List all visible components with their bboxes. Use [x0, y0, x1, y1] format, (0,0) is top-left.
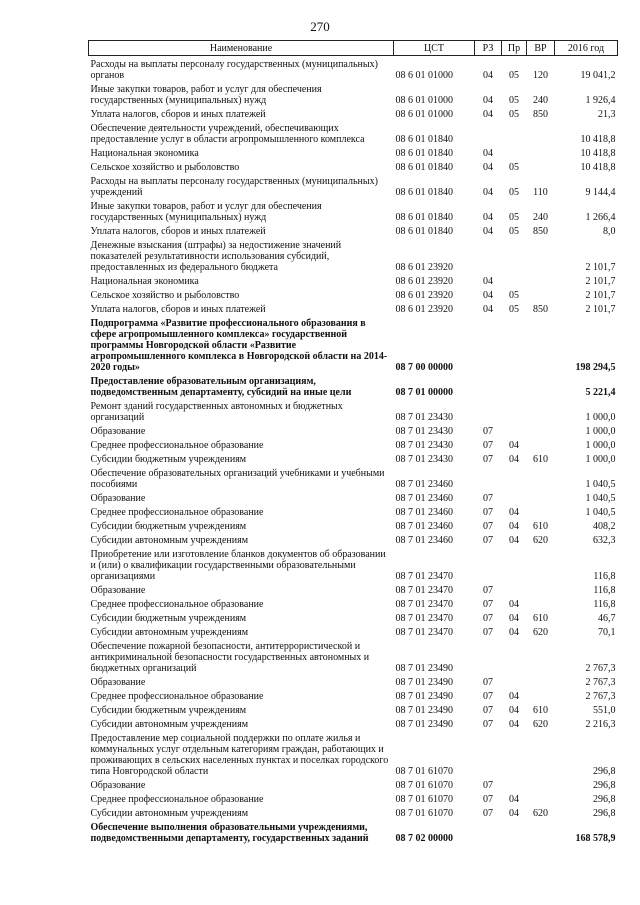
row-sum: 10 418,8	[580, 162, 616, 173]
row-vr: 610	[533, 613, 548, 624]
row-vr	[527, 492, 555, 506]
row-cst: 08 6 01 23920	[395, 304, 453, 315]
row-name: Подпрограмма «Развитие профессионального образования в сфере агропромышленного комплекса» государственной программы Новгородской области «Развитие агропромышленного комплекса в Новгородской области на 2014-2020 годы»	[90, 318, 388, 373]
row-name: Среднее профессиональное образование	[90, 440, 264, 451]
row-rz: 04	[483, 70, 493, 81]
row-sum: 2 101,7	[585, 304, 616, 315]
row-sum: 2 767,3	[585, 691, 616, 702]
row-vr	[527, 289, 555, 303]
row-sum: 2 767,3	[585, 677, 616, 688]
row-vr: 850	[533, 109, 548, 120]
row-pr: 05	[509, 162, 519, 173]
row-vr	[527, 375, 555, 400]
table-row	[89, 275, 618, 289]
row-sum: 1 266,4	[585, 212, 616, 223]
row-pr: 05	[509, 187, 519, 198]
row-vr	[527, 548, 555, 584]
row-cst: 08 7 01 61070	[395, 766, 453, 777]
row-vr: 610	[533, 454, 548, 465]
row-name: Обеспечение выполнения образовательными учреждениями, подведомственными департаменту, государственных заданий	[90, 822, 369, 844]
row-name: Предоставление образовательным организациям, подведомственным департаменту, субсидий на иные цели	[90, 376, 352, 398]
row-name: Образование	[90, 426, 146, 437]
row-cst: 08 7 01 61070	[395, 780, 453, 791]
table-row	[89, 821, 618, 846]
row-rz: 07	[483, 599, 493, 610]
row-pr: 05	[509, 70, 519, 81]
row-pr	[502, 732, 527, 779]
table-row	[89, 598, 618, 612]
row-name: Денежные взыскания (штрафы) за недостижение значений показателей результативности использования субсидий, предоставленных из федерального бюджета	[90, 240, 342, 273]
row-cst: 08 6 01 01840	[395, 187, 453, 198]
row-sum: 70,1	[598, 627, 616, 638]
table-row	[89, 612, 618, 626]
row-name: Среднее профессиональное образование	[90, 507, 264, 518]
row-sum: 1 040,5	[585, 507, 616, 518]
row-name: Уплата налогов, сборов и иных платежей	[90, 109, 266, 120]
row-rz: 07	[483, 521, 493, 532]
table-row	[89, 534, 618, 548]
row-cst: 08 6 01 01000	[395, 109, 453, 120]
row-cst: 08 7 01 23430	[395, 454, 453, 465]
row-sum: 8,0	[603, 226, 616, 237]
header-rz: РЗ	[475, 41, 502, 56]
row-name: Иные закупки товаров, работ и услуг для обеспечения государственных (муниципальных) нужд	[90, 84, 322, 106]
row-rz: 07	[483, 808, 493, 819]
table-row	[89, 690, 618, 704]
row-cst: 08 6 01 01840	[395, 226, 453, 237]
row-sum: 1 000,0	[585, 440, 616, 451]
row-sum: 9 144,4	[585, 187, 616, 198]
row-vr	[527, 317, 555, 375]
table-header-row	[89, 41, 618, 56]
table-row	[89, 289, 618, 303]
row-rz: 07	[483, 627, 493, 638]
row-cst: 08 7 01 23490	[395, 663, 453, 674]
row-sum: 2 101,7	[585, 276, 616, 287]
row-name: Образование	[90, 677, 146, 688]
row-vr: 120	[533, 70, 548, 81]
table-row	[89, 400, 618, 425]
table-row	[89, 425, 618, 439]
row-vr	[527, 147, 555, 161]
row-rz: 04	[483, 290, 493, 301]
table-row	[89, 317, 618, 375]
row-vr	[527, 122, 555, 147]
row-vr: 620	[533, 627, 548, 638]
row-cst: 08 7 01 23490	[395, 719, 453, 730]
row-rz: 04	[483, 212, 493, 223]
row-cst: 08 7 01 23490	[395, 677, 453, 688]
header-cst: ЦСТ	[394, 41, 475, 56]
row-pr: 04	[509, 794, 519, 805]
row-pr	[502, 275, 527, 289]
table-row	[89, 225, 618, 239]
row-rz: 04	[483, 109, 493, 120]
row-cst: 08 6 01 01840	[395, 148, 453, 159]
row-rz: 04	[483, 95, 493, 106]
row-cst: 08 7 01 23470	[395, 585, 453, 596]
row-pr: 04	[509, 535, 519, 546]
row-name: Расходы на выплаты персоналу государственных (муниципальных) органов	[90, 59, 378, 81]
row-vr: 110	[533, 187, 548, 198]
row-pr	[502, 400, 527, 425]
row-rz: 07	[483, 780, 493, 791]
row-cst: 08 6 01 01000	[395, 70, 453, 81]
row-cst: 08 7 01 23460	[395, 479, 453, 490]
row-pr: 04	[509, 719, 519, 730]
table-row	[89, 548, 618, 584]
table-row	[89, 718, 618, 732]
row-name: Сельское хозяйство и рыболовство	[90, 162, 240, 173]
row-rz: 07	[483, 493, 493, 504]
row-sum: 2 216,3	[585, 719, 616, 730]
row-name: Ремонт зданий государственных автономных и бюджетных организаций	[90, 401, 343, 423]
row-vr	[527, 676, 555, 690]
row-name: Обеспечение деятельности учреждений, обеспечивающих предоставление услуг в области агропромышленного комплекса	[90, 123, 365, 145]
row-rz: 04	[483, 226, 493, 237]
row-rz: 04	[483, 187, 493, 198]
row-sum: 408,2	[593, 521, 616, 532]
row-vr	[527, 821, 555, 846]
table-row	[89, 108, 618, 122]
row-pr: 05	[509, 95, 519, 106]
row-pr: 04	[509, 440, 519, 451]
row-vr	[527, 584, 555, 598]
row-pr: 04	[509, 691, 519, 702]
header-name: Наименование	[89, 41, 394, 56]
row-vr	[527, 793, 555, 807]
table-row	[89, 506, 618, 520]
table-row	[89, 175, 618, 200]
row-sum: 2 101,7	[585, 262, 616, 273]
row-name: Субсидии автономным учреждениям	[90, 535, 249, 546]
row-name: Субсидии бюджетным учреждениям	[90, 521, 247, 532]
row-vr	[527, 439, 555, 453]
row-pr: 04	[509, 808, 519, 819]
table-row	[89, 793, 618, 807]
row-sum: 198 294,5	[575, 362, 616, 373]
table-row	[89, 520, 618, 534]
row-vr	[527, 690, 555, 704]
row-cst: 08 7 01 00000	[395, 387, 453, 398]
row-rz: 04	[483, 276, 493, 287]
row-pr	[502, 821, 527, 846]
table-row	[89, 807, 618, 821]
row-name: Субсидии бюджетным учреждениям	[90, 454, 247, 465]
table-row	[89, 584, 618, 598]
row-cst: 08 6 01 23920	[395, 276, 453, 287]
row-cst: 08 7 01 23430	[395, 412, 453, 423]
page-number: 270	[310, 19, 330, 34]
row-vr	[527, 275, 555, 289]
row-cst: 08 7 01 23490	[395, 705, 453, 716]
row-rz: 04	[483, 304, 493, 315]
row-rz	[475, 467, 502, 492]
row-cst: 08 7 01 23470	[395, 571, 453, 582]
row-sum: 168 578,9	[575, 833, 616, 844]
row-pr	[502, 122, 527, 147]
row-name: Образование	[90, 493, 146, 504]
row-vr	[527, 640, 555, 676]
row-name: Субсидии автономным учреждениям	[90, 808, 249, 819]
row-pr: 04	[509, 613, 519, 624]
row-rz: 07	[483, 426, 493, 437]
row-vr: 620	[533, 535, 548, 546]
row-pr	[502, 467, 527, 492]
row-rz: 07	[483, 585, 493, 596]
row-cst: 08 7 00 00000	[395, 362, 453, 373]
row-name: Предоставление мер социальной поддержки по оплате жилья и коммунальных услуг отдельным категориям граждан, работающих и проживающих в сельских населенных пунктах и поселках городского типа Новгородской области	[90, 733, 389, 777]
row-vr	[527, 779, 555, 793]
row-name: Обеспечение образовательных организаций учебниками и учебными пособиями	[90, 468, 385, 490]
row-pr	[502, 425, 527, 439]
row-pr: 05	[509, 109, 519, 120]
table-row	[89, 200, 618, 225]
row-pr	[502, 640, 527, 676]
row-sum: 1 926,4	[585, 95, 616, 106]
row-vr: 610	[533, 521, 548, 532]
row-sum: 10 418,8	[580, 148, 616, 159]
table-row	[89, 467, 618, 492]
row-vr: 240	[533, 95, 548, 106]
row-rz	[475, 821, 502, 846]
row-cst: 08 6 01 01000	[395, 95, 453, 106]
row-sum: 632,3	[593, 535, 616, 546]
row-name: Иные закупки товаров, работ и услуг для обеспечения государственных (муниципальных) нужд	[90, 201, 322, 223]
row-cst: 08 7 01 23460	[395, 493, 453, 504]
table-row	[89, 375, 618, 400]
row-pr: 04	[509, 599, 519, 610]
row-rz	[475, 317, 502, 375]
row-rz	[475, 239, 502, 275]
row-vr	[527, 506, 555, 520]
row-pr: 05	[509, 304, 519, 315]
row-cst: 08 6 01 01840	[395, 162, 453, 173]
table-row	[89, 83, 618, 108]
row-cst: 08 7 01 23470	[395, 627, 453, 638]
table-row	[89, 640, 618, 676]
table-row	[89, 732, 618, 779]
row-pr	[502, 317, 527, 375]
row-sum: 1 000,0	[585, 412, 616, 423]
row-sum: 551,0	[593, 705, 616, 716]
table-row	[89, 492, 618, 506]
row-name: Субсидии бюджетным учреждениям	[90, 705, 247, 716]
row-rz	[475, 732, 502, 779]
row-pr	[502, 779, 527, 793]
row-pr	[502, 239, 527, 275]
row-cst: 08 7 01 61070	[395, 808, 453, 819]
table-row	[89, 626, 618, 640]
row-vr: 620	[533, 719, 548, 730]
row-vr	[527, 400, 555, 425]
table-body	[89, 56, 618, 847]
row-rz: 07	[483, 535, 493, 546]
row-sum: 296,8	[593, 794, 616, 805]
table-row	[89, 439, 618, 453]
table-row	[89, 779, 618, 793]
row-vr: 850	[533, 304, 548, 315]
row-name: Национальная экономика	[90, 148, 199, 159]
row-name: Уплата налогов, сборов и иных платежей	[90, 304, 266, 315]
row-vr	[527, 732, 555, 779]
row-cst: 08 6 01 23920	[395, 262, 453, 273]
row-cst: 08 7 01 23460	[395, 535, 453, 546]
row-name: Национальная экономика	[90, 276, 199, 287]
header-sum: 2016 год	[555, 41, 618, 56]
row-name: Расходы на выплаты персоналу государственных (муниципальных) учреждений	[90, 176, 378, 198]
row-rz: 07	[483, 691, 493, 702]
row-rz: 04	[483, 162, 493, 173]
row-sum: 21,3	[598, 109, 616, 120]
row-sum: 1 000,0	[585, 454, 616, 465]
row-rz	[475, 548, 502, 584]
row-vr: 240	[533, 212, 548, 223]
row-sum: 116,8	[593, 571, 616, 582]
row-rz: 07	[483, 719, 493, 730]
header-vr: ВР	[527, 41, 555, 56]
row-pr	[502, 548, 527, 584]
row-vr: 850	[533, 226, 548, 237]
row-vr	[527, 161, 555, 175]
row-cst: 08 7 01 23460	[395, 507, 453, 518]
row-cst: 08 7 01 23470	[395, 599, 453, 610]
row-sum: 116,8	[593, 585, 616, 596]
row-pr: 04	[509, 627, 519, 638]
row-cst: 08 7 01 23470	[395, 613, 453, 624]
row-sum: 116,8	[593, 599, 616, 610]
row-name: Образование	[90, 780, 146, 791]
row-name: Сельское хозяйство и рыболовство	[90, 290, 240, 301]
row-sum: 1 040,5	[585, 479, 616, 490]
row-sum: 1 040,5	[585, 493, 616, 504]
row-pr: 04	[509, 521, 519, 532]
row-cst: 08 6 01 23920	[395, 290, 453, 301]
row-rz: 07	[483, 677, 493, 688]
row-pr	[502, 147, 527, 161]
row-vr	[527, 425, 555, 439]
header-pr: Пр	[502, 41, 527, 56]
row-pr: 05	[509, 290, 519, 301]
row-vr	[527, 239, 555, 275]
row-sum: 296,8	[593, 808, 616, 819]
row-name: Среднее профессиональное образование	[90, 599, 264, 610]
row-name: Образование	[90, 585, 146, 596]
row-name: Среднее профессиональное образование	[90, 691, 264, 702]
row-vr: 620	[533, 808, 548, 819]
row-sum: 296,8	[593, 780, 616, 791]
table-row	[89, 161, 618, 175]
row-rz	[475, 122, 502, 147]
row-rz: 07	[483, 454, 493, 465]
row-rz: 04	[483, 148, 493, 159]
row-name: Приобретение или изготовление бланков документов об образовании и (или) о квалификации государственными образовательными организациями	[90, 549, 386, 582]
table-row	[89, 704, 618, 718]
row-rz: 07	[483, 794, 493, 805]
row-sum: 46,7	[598, 613, 616, 624]
row-pr: 04	[509, 705, 519, 716]
row-pr: 04	[509, 454, 519, 465]
row-cst: 08 7 01 23490	[395, 691, 453, 702]
row-cst: 08 7 01 23430	[395, 440, 453, 451]
row-vr	[527, 467, 555, 492]
row-rz: 07	[483, 613, 493, 624]
row-pr	[502, 375, 527, 400]
table-row	[89, 453, 618, 467]
table-row	[89, 303, 618, 317]
row-rz	[475, 640, 502, 676]
row-pr: 04	[509, 507, 519, 518]
table-row	[89, 147, 618, 161]
row-sum: 19 041,2	[580, 70, 616, 81]
row-sum: 296,8	[593, 766, 616, 777]
row-rz	[475, 400, 502, 425]
row-rz: 07	[483, 705, 493, 716]
row-sum: 1 000,0	[585, 426, 616, 437]
row-cst: 08 7 01 61070	[395, 794, 453, 805]
row-vr: 610	[533, 705, 548, 716]
row-name: Обеспечение пожарной безопасности, антитеррористической и антикриминальной безопасности государственных автономных и бюджетных организаций	[90, 641, 370, 674]
row-cst: 08 6 01 01840	[395, 134, 453, 145]
row-pr	[502, 676, 527, 690]
row-sum: 10 418,8	[580, 134, 616, 145]
row-sum: 2 767,3	[585, 663, 616, 674]
budget-table	[88, 40, 618, 846]
row-rz: 07	[483, 507, 493, 518]
row-sum: 5 221,4	[585, 387, 616, 398]
row-cst: 08 7 01 23460	[395, 521, 453, 532]
row-pr	[502, 584, 527, 598]
row-name: Субсидии бюджетным учреждениям	[90, 613, 247, 624]
row-sum: 2 101,7	[585, 290, 616, 301]
row-name: Уплата налогов, сборов и иных платежей	[90, 226, 266, 237]
table-row	[89, 676, 618, 690]
table-row	[89, 239, 618, 275]
row-cst: 08 7 01 23430	[395, 426, 453, 437]
row-name: Субсидии автономным учреждениям	[90, 719, 249, 730]
row-vr	[527, 598, 555, 612]
row-name: Среднее профессиональное образование	[90, 794, 264, 805]
row-name: Субсидии автономным учреждениям	[90, 627, 249, 638]
table-row	[89, 122, 618, 147]
row-pr	[502, 492, 527, 506]
row-cst: 08 6 01 01840	[395, 212, 453, 223]
row-pr: 05	[509, 226, 519, 237]
row-rz: 07	[483, 440, 493, 451]
row-pr: 05	[509, 212, 519, 223]
row-rz	[475, 375, 502, 400]
row-cst: 08 7 02 00000	[395, 833, 453, 844]
table-row	[89, 56, 618, 84]
